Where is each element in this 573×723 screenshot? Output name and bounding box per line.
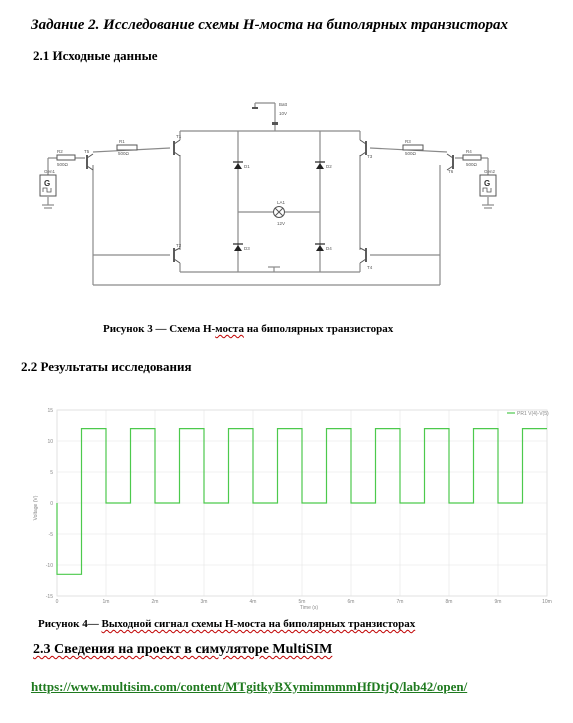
label-lamp-value: 12V — [277, 221, 286, 226]
h-bridge-schematic — [30, 95, 510, 300]
label-r4: R4 — [466, 149, 472, 154]
label-t5: T5 — [84, 149, 90, 154]
y-tick-label: 0 — [50, 500, 53, 507]
y-tick-label: -15 — [45, 593, 53, 600]
x-tick-label: 9m — [494, 599, 502, 605]
label-batt: Batt — [279, 102, 288, 107]
figure-3-caption-prefix: Рисунок 3 — Схема Н- — [103, 323, 216, 335]
diode-d2 — [316, 163, 324, 169]
label-d2: D2 — [326, 164, 332, 169]
x-tick-label: 4m — [249, 599, 257, 605]
task-title: Задание 2. Исследование схемы Н-моста на биполярных транзисторах — [31, 17, 509, 33]
diode-d4 — [316, 245, 324, 251]
legend-label: PR1 V(4)-V(5) — [517, 411, 549, 417]
section-heading-multisim: 2.3 Сведения на проект в симуляторе MultiSIM — [33, 642, 333, 657]
x-tick-label: 10m — [542, 599, 552, 605]
diode-d1 — [234, 163, 242, 169]
resistor-r1 — [117, 145, 137, 150]
label-lamp: LA1 — [277, 200, 286, 205]
label-r3-value: 500Ω — [405, 151, 416, 156]
label-t4: T4 — [367, 265, 373, 270]
x-tick-label: 5m — [298, 599, 306, 605]
label-r3: R3 — [405, 139, 411, 144]
label-batt-value: 10V — [279, 111, 288, 116]
label-gen2: Gen2 — [484, 169, 496, 174]
y-tick-label: -10 — [45, 562, 53, 569]
x-tick-label: 2m — [151, 599, 159, 605]
label-r2: R2 — [57, 149, 63, 154]
label-t1: T1 — [176, 134, 182, 139]
figure-4-caption — [38, 618, 415, 630]
figure-3-caption — [103, 323, 393, 335]
diode-d3 — [234, 245, 242, 251]
resistor-r4 — [463, 155, 481, 160]
y-tick-label: -5 — [48, 531, 53, 538]
multisim-project-link[interactable]: https://www.multisim.com/content/MTgitkyBXymimmmmHfDtjQ/lab42/open/ — [31, 679, 468, 694]
y-tick-label: 15 — [47, 407, 53, 414]
x-tick-label: 7m — [396, 599, 404, 605]
label-r1-value: 500Ω — [118, 151, 129, 156]
label-r2-value: 500Ω — [57, 162, 68, 167]
x-tick-label: 1m — [102, 599, 110, 605]
label-t3: T3 — [367, 154, 373, 159]
output-signal-chart — [25, 400, 555, 612]
section-heading-results: 2.2 Результаты исследования — [21, 359, 192, 374]
label-r4-value: 500Ω — [466, 162, 477, 167]
label-t2: T2 — [176, 243, 182, 248]
battery-plate — [252, 107, 258, 109]
y-axis-ticks — [46, 408, 53, 600]
y-tick-label: 10 — [47, 438, 53, 445]
label-gen1: Gen1 — [44, 169, 56, 174]
node-dot — [272, 122, 278, 125]
label-d1: D1 — [244, 164, 250, 169]
label-r1: R1 — [119, 139, 125, 144]
resistor-r2 — [57, 155, 75, 160]
generator-right-letter: G — [484, 179, 491, 188]
figure-3-caption-underlined: моста — [215, 323, 244, 335]
y-tick-label: 5 — [50, 469, 53, 476]
label-t6: T6 — [448, 169, 454, 174]
figure-4-caption-prefix: Рисунок 4— — [38, 618, 102, 630]
figure-4-caption-underlined: Выходной сигнал схемы Н-моста на биполярных транзисторах — [101, 618, 416, 630]
x-axis-label: Time (s) — [299, 605, 319, 611]
label-d4: D4 — [326, 246, 332, 251]
x-tick-label: 0 — [55, 599, 59, 605]
resistor-r3 — [403, 145, 423, 150]
x-tick-label: 6m — [347, 599, 355, 605]
generator-left-letter: G — [44, 179, 51, 188]
label-d3: D3 — [244, 246, 250, 251]
x-tick-label: 3m — [200, 599, 208, 605]
x-tick-label: 8m — [445, 599, 453, 605]
y-axis-label: Voltage (V) — [33, 495, 39, 521]
section-heading-source-data: 2.1 Исходные данные — [33, 48, 158, 63]
figure-3-caption-suffix: на биполярных транзисторах — [243, 323, 394, 335]
